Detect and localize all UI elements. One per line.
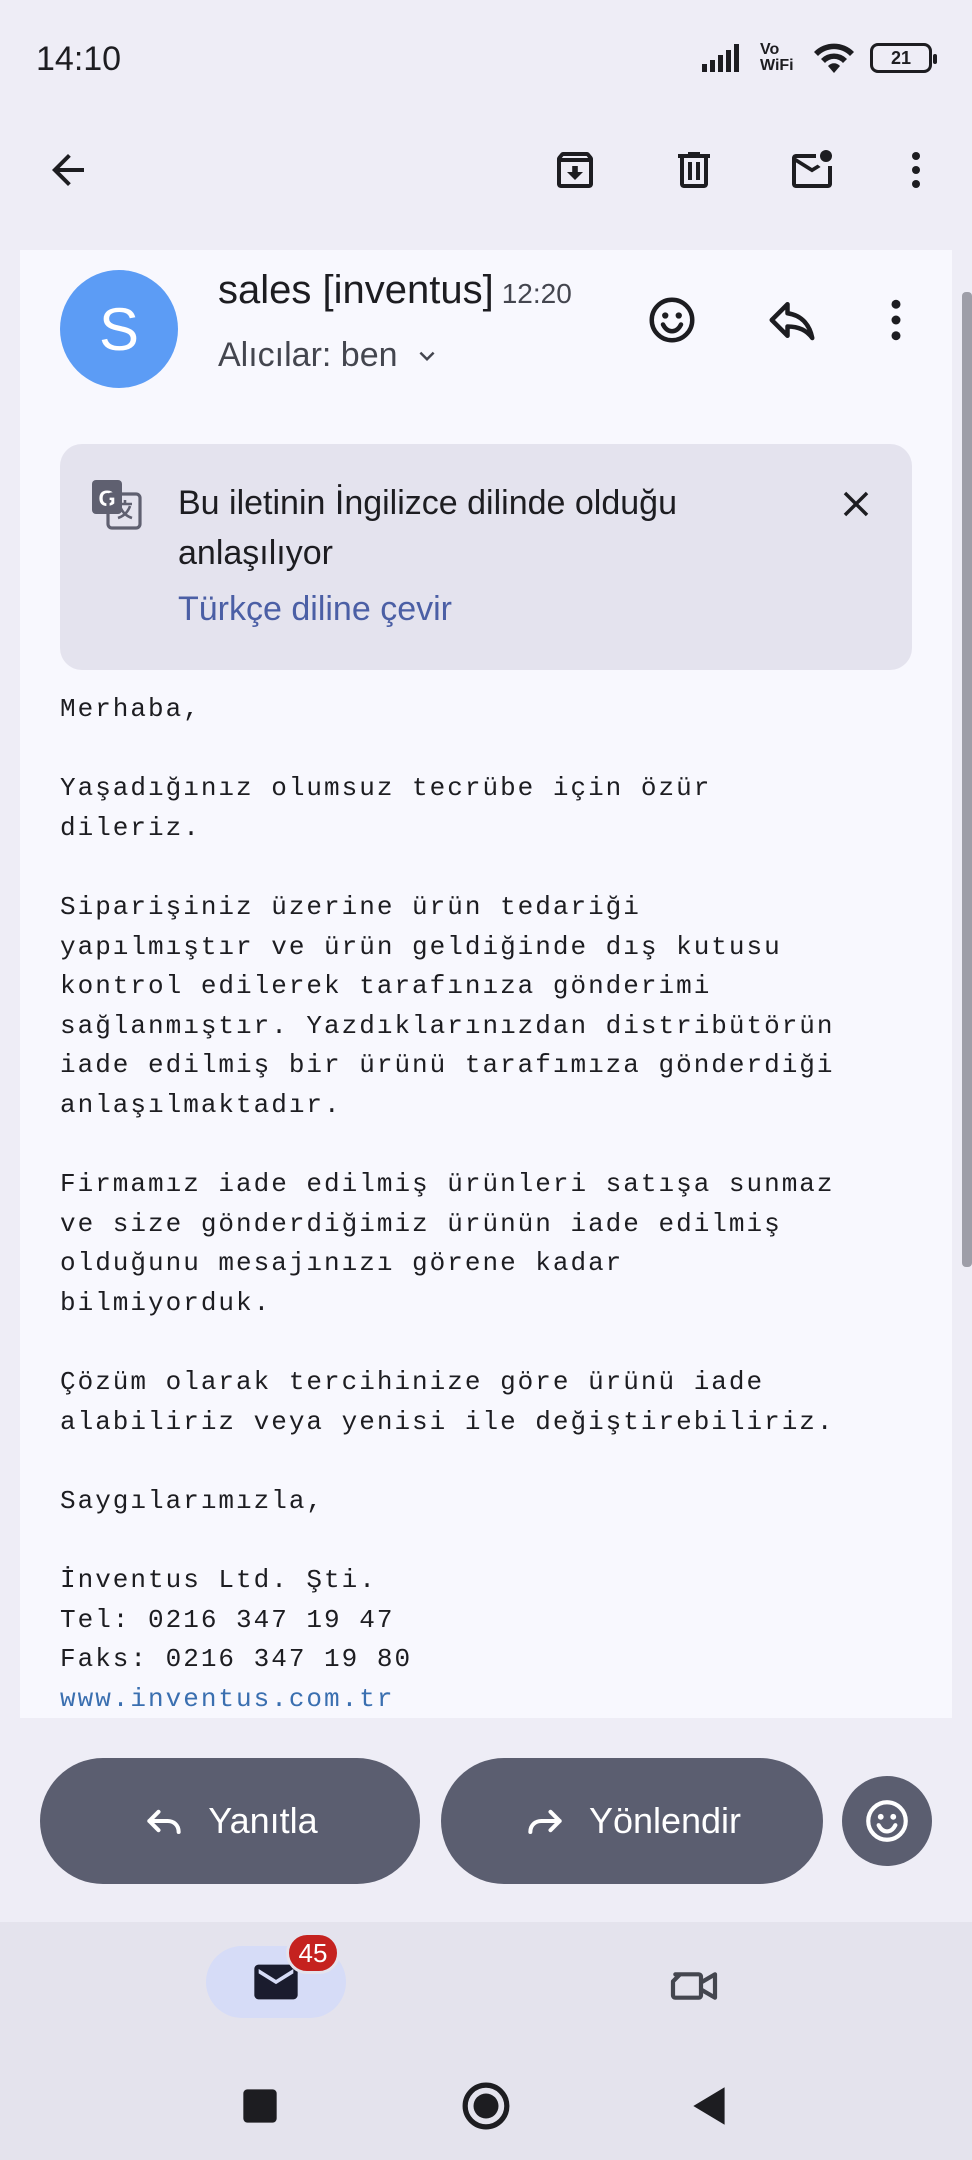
sender-line [218,268,572,313]
translate-message: Bu iletinin İngilizce dilinde olduğu anlaşılıyor [178,484,677,572]
signature-fax: Faks: 0216 347 19 80 [60,1644,413,1675]
email-card [20,250,952,1718]
body-greeting: Merhaba, [60,694,201,724]
status-bar [0,0,972,110]
more-options-button[interactable] [880,134,952,206]
forward-action-label: Yönlendir [588,1800,742,1841]
body-closing: Saygılarımızla, [60,1485,325,1516]
translate-icon [90,478,142,530]
sender-name[interactable]: sales [inventus] [218,268,494,312]
forward-action-button[interactable] [441,1758,823,1884]
recipients-toggle[interactable] [218,336,442,375]
email-time: 12:20 [501,278,572,309]
signature-company: İnventus Ltd. Şti. [60,1565,377,1596]
signature-website-link[interactable]: www.inventus.com.tr [60,1683,395,1714]
delete-button[interactable] [658,134,730,206]
close-icon [835,483,877,525]
wifi-icon [812,41,856,75]
forward-icon [523,1799,567,1843]
delete-icon [670,146,718,194]
status-icons [702,38,932,78]
battery-level: 21 [890,47,912,68]
body-paragraph-3: Firmamız iade edilmiş ürünleri satışa sunmaz ve size gönderdiğimiz ürünün iade edilmiş olduğunu mesajınızı görene kadar bilmiyorduk. [60,1169,835,1318]
scrollbar[interactable] [962,292,972,1267]
reply-action-label: Yanıtla [208,1800,318,1841]
home-circle-icon [461,2081,511,2131]
back-button[interactable] [32,134,104,206]
add-reaction-button[interactable] [636,284,708,356]
emoji-icon [645,293,699,347]
body-paragraph-2: Siparişiniz üzerine ürün tedariği yapılmıştır ve ürün geldiğinde dış kutusu kontrol edilerek tarafınıza gönderimi sağlanmıştır. Yazdıklarınızdan distribütörün iade edilmiş bir ürünü tarafımıza gönderdiği anlaşılmaktadır. [60,891,835,1120]
battery-icon [870,43,932,73]
top-toolbar [0,110,972,230]
email-body [60,690,930,1718]
system-back-button[interactable] [680,2076,740,2136]
archive-button[interactable] [539,134,611,206]
recipients-label: Alıcılar: ben [218,336,398,374]
status-time: 14:10 [36,40,122,78]
translate-action-link[interactable]: Türkçe diline çevir [178,590,452,628]
more-vert-icon [869,293,923,347]
signal-icon [702,42,746,74]
square-icon [235,2081,285,2131]
email-more-button[interactable] [860,284,932,356]
triangle-back-icon [685,2081,735,2131]
chevron-down-icon [412,341,442,371]
avatar[interactable]: S [60,270,178,388]
reply-icon [765,293,819,347]
video-camera-icon [666,1958,722,2014]
nav-meet-tab[interactable] [658,1950,730,2022]
more-vert-icon [892,146,940,194]
translate-banner [60,444,912,670]
back-arrow-icon [44,146,92,194]
mark-unread-icon [788,146,836,194]
mark-unread-button[interactable] [776,134,848,206]
emoji-reaction-button[interactable] [842,1776,932,1866]
reply-icon [142,1799,186,1843]
body-paragraph-4: Çözüm olarak tercihinize göre ürünü iade alabiliriz veya yenisi ile değiştirebiliriz. [60,1367,835,1437]
emoji-icon [862,1796,912,1846]
reply-button[interactable] [756,284,828,356]
reply-action-button[interactable] [40,1758,420,1884]
vowifi-label: Vo WiFi [760,41,794,74]
mail-unread-badge: 45 [286,1932,340,1974]
body-paragraph-1: Yaşadığınız olumsuz tecrübe için özür dileriz. [60,773,712,843]
svg-text:G: G [98,486,116,511]
close-translate-button[interactable] [826,474,886,534]
recent-apps-button[interactable] [230,2076,290,2136]
home-button[interactable] [456,2076,516,2136]
archive-icon [551,146,599,194]
signature-tel: Tel: 0216 347 19 47 [60,1604,395,1635]
